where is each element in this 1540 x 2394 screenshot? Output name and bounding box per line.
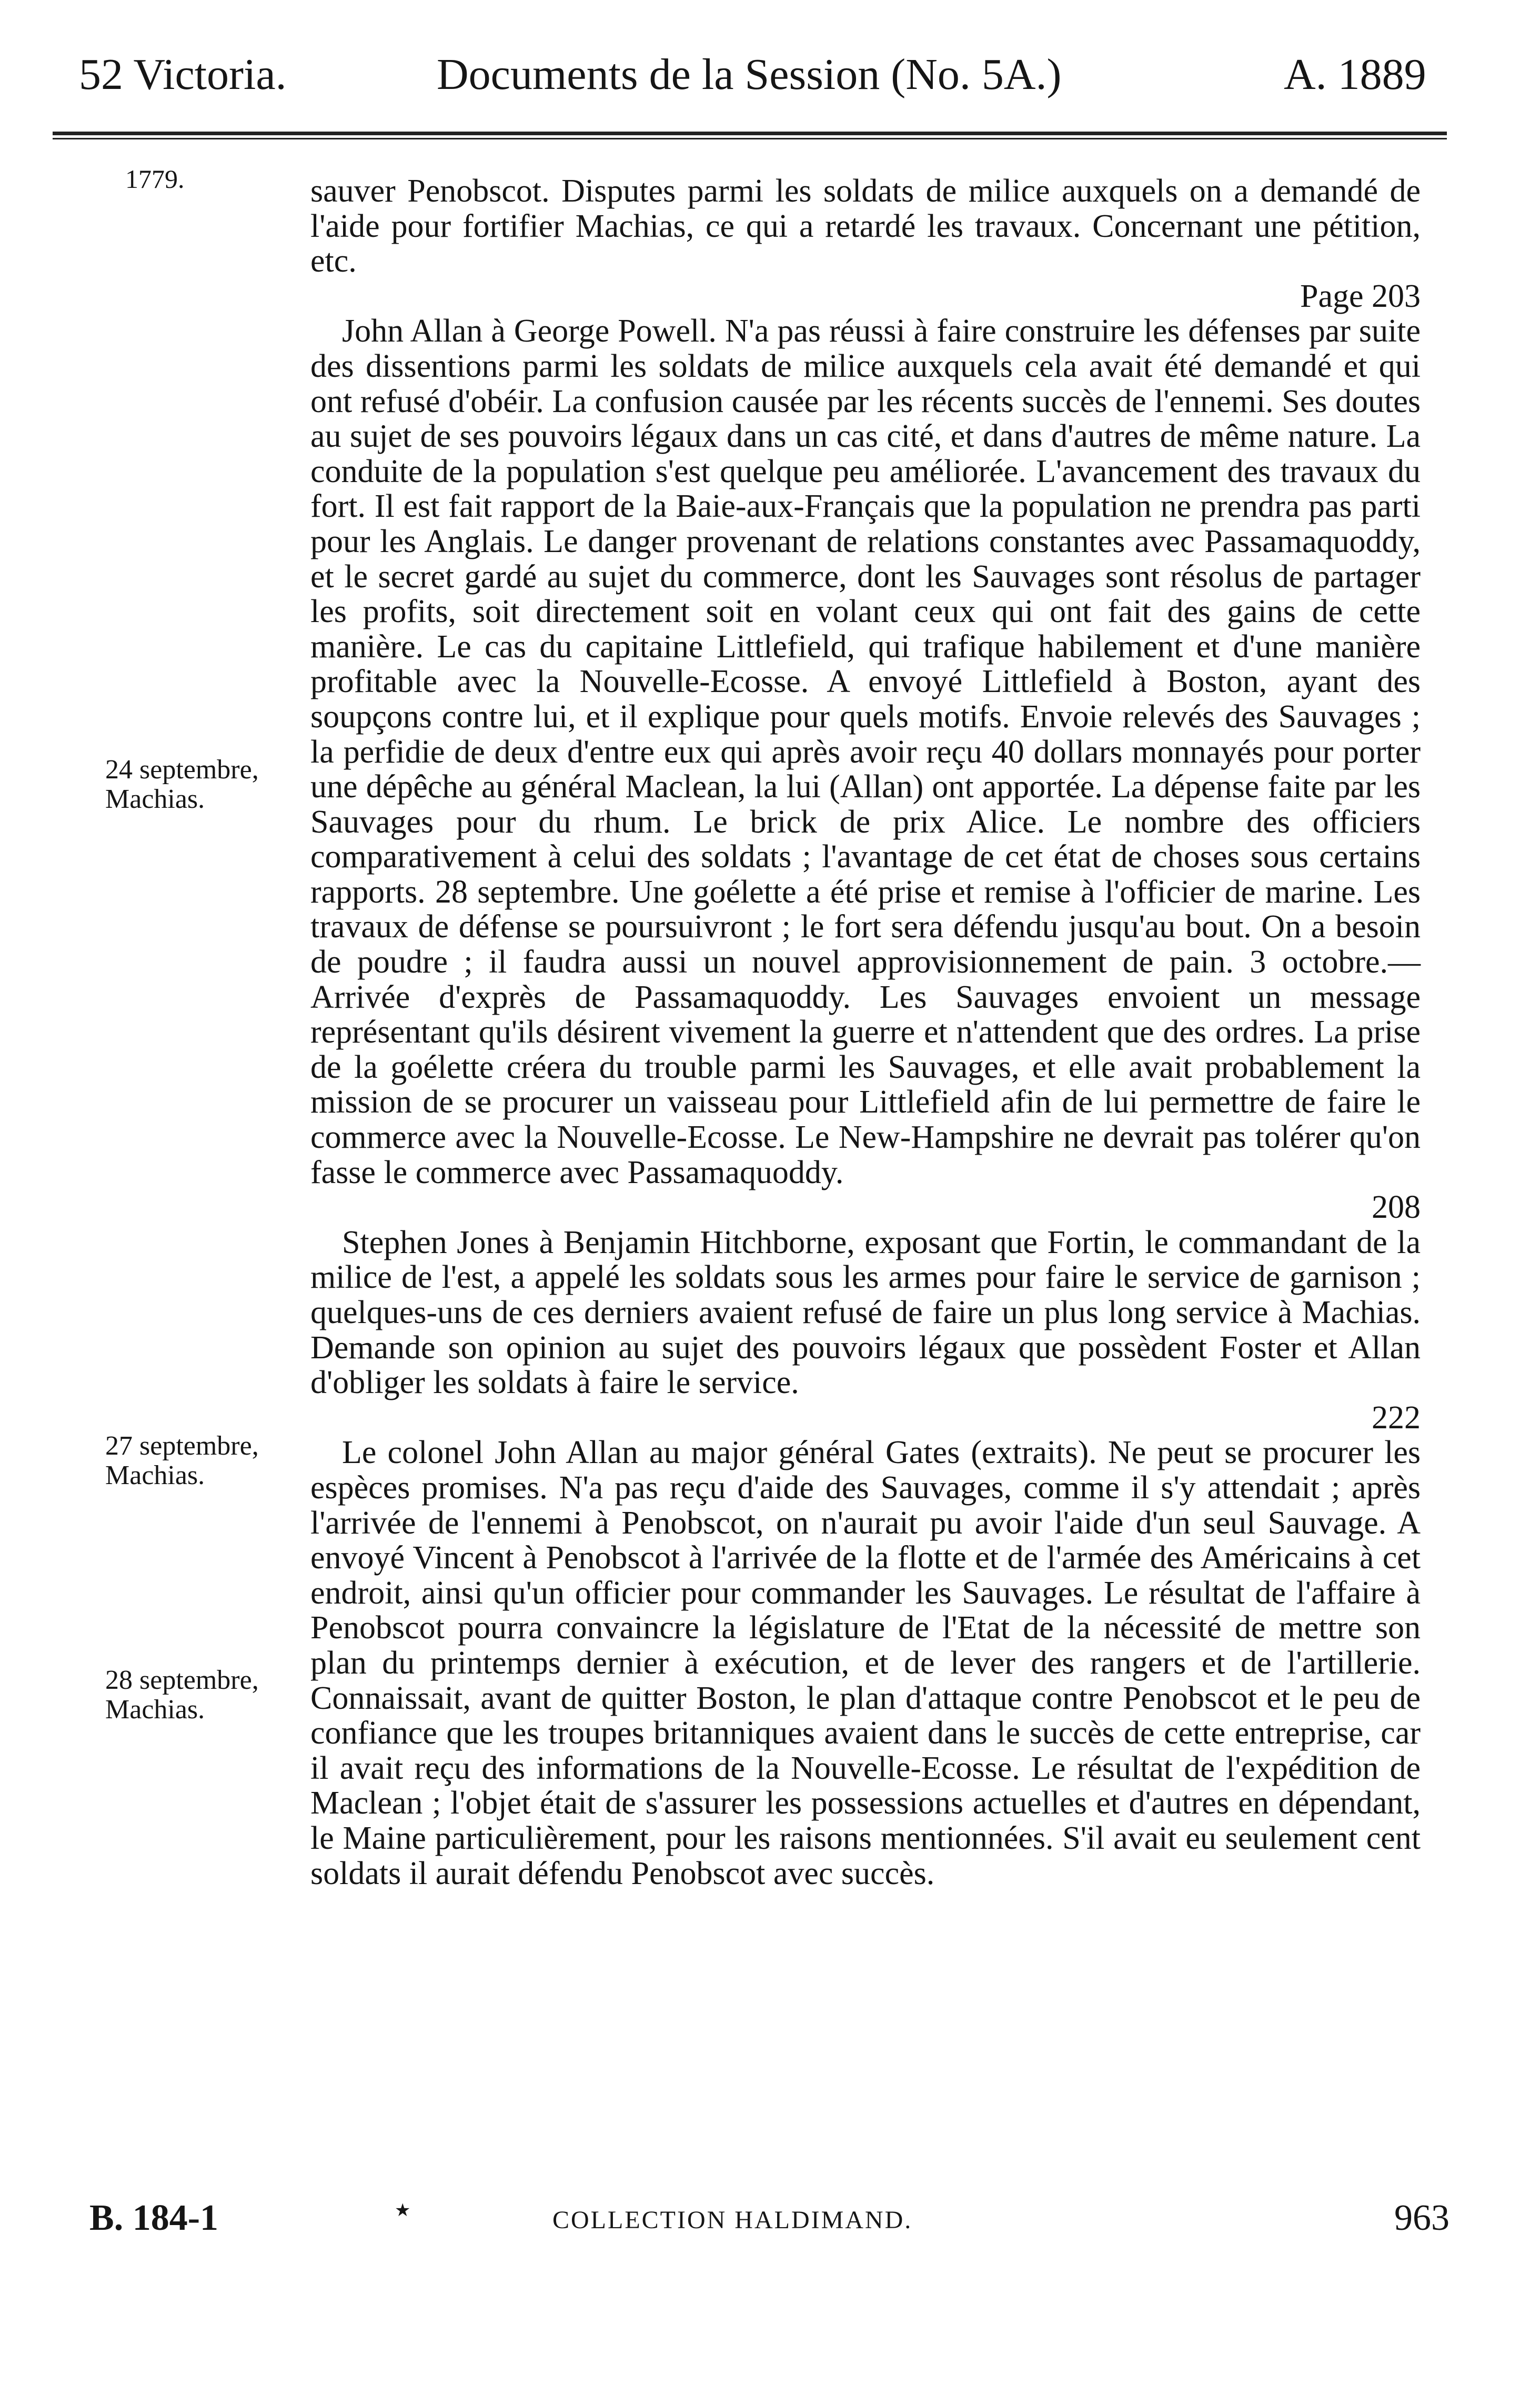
document-body: [310, 174, 1421, 1891]
header-title: Documents de la Session (No. 5A.): [437, 50, 1062, 99]
header-left: 52 Victoria.: [79, 50, 287, 99]
margin-place: Machias.: [105, 784, 205, 814]
page-number: 963: [1394, 2198, 1450, 2238]
entry-text: Le colonel John Allan au major général Gates (extraits). Ne peut se procurer les espèces promises. N'a pas reçu d'aide des Sauvages, comme il s'y attendait ; après l'arrivée de l'ennemi à Penobscot, on n'aurait pu avoir l'aide d'un seul Sauvage. A envoyé Vincent à Penobscot à l'arrivée de la flotte et de l'armée des Américains à cet endroit, ainsi qu'un officier pour commander les Sauvages. Le résultat de l'affaire à Penobscot pourra convaincre la législature de l'Etat de la nécessité de mettre son plan du printemps dernier à exécution, et de lever des rangers et de l'artillerie. Connaissait, avant de quitter Boston, le plan d'attaque contre Penobscot et le peu de confiance que les troupes britanniques avaient dans le succès de cette entreprise, car il avait reçu des informations de la Nouvelle-Ecosse. Le résultat de l'expédition de Maclean ; l'objet était de s'assurer les possessions actuelles et d'autres en dépendant, le Maine particulièrement, pour les raisons mentionnées. S'il avait eu seulement cent soldats il aurait défendu Penobscot avec succès.: [310, 1435, 1421, 1891]
entry-text: John Allan à George Powell. N'a pas réussi à faire construire les défenses par suite des dissentions parmi les soldats de milice auxquels cela avait été demandé et qui ont refusé d'obéir. La confusion causée par les récents succès de l'ennemi. Ses doutes au sujet de ses pouvoirs légaux dans un cas cité, et dans d'autres de même nature. La conduite de la population s'est quelque peu améliorée. L'avancement des travaux du fort. Il est fait rapport de la Baie-aux-Français que la population ne prendra pas parti pour les Anglais. Le danger provenant de relations constantes avec Passamaquoddy, et le secret gardé au sujet du commerce, dont les Sauvages sont résolus de partager les profits, soit directement soit en volant ceux qui ont fait des gains de cette manière. Le cas du capitaine Littlefield, qui trafique habilement et d'une manière profitable avec la Nouvelle-Ecosse. A envoyé Littlefield à Boston, ayant des soupçons contre lui, et il explique pour quels motifs. Envoie relevés des Sauvages ; la perfidie de deux d'entre eux qui après avoir reçu 40 dollars monnayés pour porter une dépêche au général Maclean, la lui (Allan) ont apportée. La dépense faite par les Sauvages pour du rhum. Le brick de prix Alice. Le nombre des officiers comparativement à celui des soldats ; l'avantage de cet état de choses sous certains rapports. 28 septembre. Une goélette a été prise et remise à l'officier de marine. Les travaux de défense se poursuivront ; le fort sera défendu jusqu'au bout. On a besoin de poudre ; il faudra aussi un nouvel approvisionnement de pain. 3 octobre.—Arrivée d'exprès de Passamaquoddy. Les Sauvages envoient un message représentant qu'ils désirent vivement la guerre et n'attendent que des ordres. La prise de la goélette créera du trouble parmi les Sauvages, et elle avait probablement la mission de se procurer un vaisseau pour Littlefield afin de lui permettre de faire le commerce avec la Nouvelle-Ecosse. Le New-Hampshire ne devrait pas tolérer qu'on fasse le commerce avec Passamaquoddy.: [310, 313, 1421, 1190]
entry-reference: [310, 1190, 1421, 1225]
page-reference: 222: [1372, 1399, 1421, 1436]
entry: [310, 1225, 1421, 1436]
margin-place: Machias.: [105, 1695, 205, 1725]
header-rule-thick: [53, 132, 1447, 135]
margin-note-1: [105, 755, 305, 814]
margin-date: 24 septembre,: [105, 755, 259, 785]
margin-year: 1779.: [125, 164, 185, 194]
entry: [310, 174, 1421, 314]
page-reference: 208: [1372, 1189, 1421, 1226]
margin-place: Machias.: [105, 1460, 205, 1490]
entry: [310, 314, 1421, 1225]
entry-text: sauver Penobscot. Disputes parmi les soldats de milice auxquels on a demandé de l'aide pour fortifier Machias, ce qui a retardé les travaux. Concernant une pétition, etc.: [310, 173, 1421, 279]
margin-date: 28 septembre,: [105, 1665, 259, 1695]
entry-reference: [310, 1400, 1421, 1436]
page-reference: Page 203: [1300, 278, 1421, 314]
printer-mark-icon: ★: [395, 2201, 411, 2220]
footer-left: B. 184-1: [89, 2198, 218, 2238]
entry-reference: [310, 279, 1421, 314]
header-rule-thin: [53, 138, 1447, 139]
entry: [310, 1435, 1421, 1891]
header-right: A. 1889: [1284, 50, 1426, 99]
margin-note-2: [105, 1431, 305, 1490]
margin-note-3: [105, 1666, 305, 1725]
footer-title: COLLECTION HALDIMAND.: [552, 2206, 913, 2234]
entry-text: Stephen Jones à Benjamin Hitchborne, exposant que Fortin, le commandant de la milice de l'est, a appelé les soldats sous les armes pour faire le service de garnison ; quelques-uns de ces derniers avaient refusé de faire un plus long service à Machias. Demande son opinion au sujet des pouvoirs légaux que possèdent Foster et Allan d'obliger les soldats à faire le service.: [310, 1224, 1421, 1401]
margin-date: 27 septembre,: [105, 1431, 259, 1461]
